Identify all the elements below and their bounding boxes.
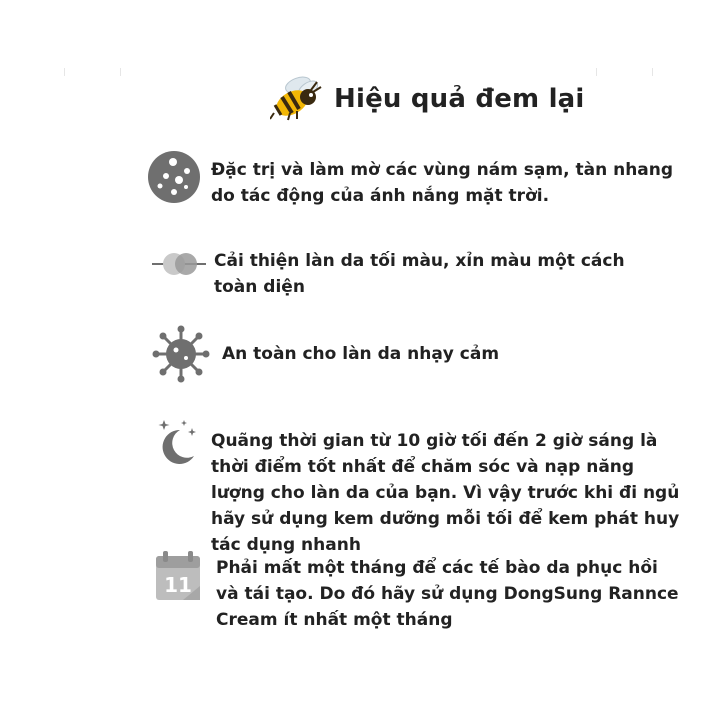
- item-text: Phải mất một tháng để các tế bào da phục hồi và tái tạo. Do đó hãy sử dụng DongSung Rannce Cream ít nhất một tháng: [216, 558, 679, 630]
- header: [270, 74, 585, 124]
- virus-icon: [152, 325, 210, 383]
- decorative-dot: [120, 68, 121, 76]
- spots-icon: [146, 149, 202, 205]
- item-text: Quãng thời gian từ 10 giờ tối đến 2 giờ sáng là thời điểm tốt nhất để chăm sóc và nạp năng lượng cho làn da của bạn. Vì vậy trước khi đi ngủ hãy sử dụng kem dưỡng mỗi tối để kem phát huy tác dụng nhanh: [211, 431, 680, 555]
- moon-stars-icon: [156, 418, 200, 466]
- item-text: Cải thiện làn da tối màu, xỉn màu một cách toàn diện: [214, 251, 625, 297]
- decorative-dot: [652, 68, 653, 76]
- skin-tone-icon: [152, 248, 210, 280]
- bee-icon: [270, 75, 322, 123]
- item-text: An toàn cho làn da nhạy cảm: [222, 344, 500, 364]
- calendar-icon: [153, 550, 203, 602]
- decorative-dot: [64, 68, 65, 76]
- calendar-day: 11: [164, 573, 192, 597]
- item-text: Đặc trị và làm mờ các vùng nám sạm, tàn nhang do tác động của ánh nắng mặt trời.: [211, 160, 674, 206]
- page-title: Hiệu quả đem lại: [334, 84, 585, 114]
- decorative-dot: [596, 68, 597, 76]
